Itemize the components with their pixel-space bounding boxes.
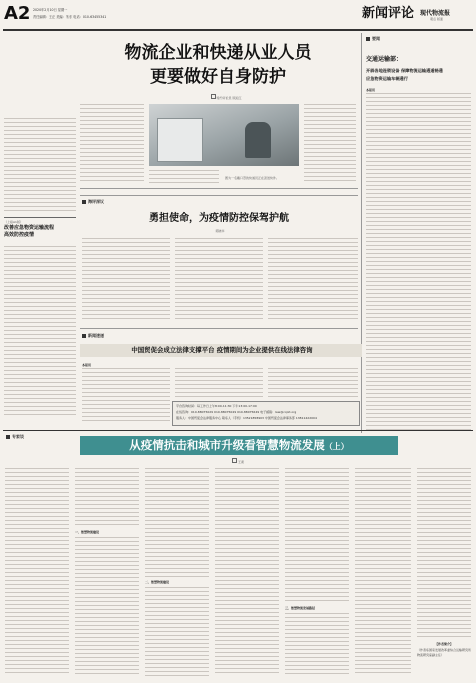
bottom-col-3b bbox=[145, 587, 209, 676]
third-col-2 bbox=[175, 368, 263, 398]
left-column-text-2 bbox=[4, 246, 76, 416]
square-icon bbox=[82, 334, 86, 338]
left-column-text-1 bbox=[4, 118, 76, 213]
bottom-sub-2: 二、智慧物流建设 bbox=[145, 580, 170, 584]
second-byline: 郭晓华 bbox=[215, 229, 225, 233]
main-col-2 bbox=[149, 170, 219, 184]
author-note: （作者系国家发展改革委综合运输研究所物流研究室副主任） bbox=[417, 648, 471, 657]
bottom-sub-1: 一、智慧物流建设 bbox=[75, 530, 100, 534]
main-title-line1: 物流企业和快递从业人员 bbox=[124, 43, 312, 63]
bottom-sub-3: 三、智慧物流发展路径 bbox=[285, 606, 316, 610]
main-col-1 bbox=[80, 104, 144, 182]
author-icon bbox=[211, 94, 216, 99]
editor-line: 责任编辑：王正 美编：朱东 电话：010-63455341 bbox=[33, 15, 107, 19]
square-icon bbox=[6, 435, 10, 439]
bottom-col-2a bbox=[75, 468, 139, 528]
bottom-col-4 bbox=[215, 468, 279, 676]
third-lead: 本报讯 bbox=[82, 363, 92, 367]
page-number: A2 bbox=[4, 3, 31, 24]
main-photo bbox=[149, 104, 299, 166]
third-title: 中国贸促会成立法律支撑平台 疫情期间为企业提供在线法律咨询 bbox=[131, 346, 313, 354]
left-box-kicker: （上接A1版） bbox=[4, 220, 23, 224]
bottom-col-5a bbox=[285, 468, 349, 604]
side-text bbox=[366, 93, 471, 433]
info-hours: 平台咨询时间：每工作日上午8:00-11:30 下午13:00-17:00 bbox=[176, 404, 257, 408]
third-top-rule bbox=[80, 328, 358, 329]
second-col-2 bbox=[175, 238, 263, 320]
second-col-3 bbox=[268, 238, 358, 320]
side-lead: 本报讯 bbox=[366, 88, 376, 92]
bottom-col-2b bbox=[75, 537, 139, 676]
info-staff: 服务人：中国贸促会法律服务中心 联系人（手机）13521858903 中国贸促会法律事务部 13811422004 bbox=[176, 416, 317, 420]
third-section-label: 新闻速递 bbox=[82, 333, 104, 339]
brand-logo: 现代物流报 bbox=[420, 10, 451, 17]
bottom-top-rule bbox=[3, 430, 473, 431]
second-section-label: 海评深议 bbox=[82, 199, 104, 205]
bottom-col-6 bbox=[355, 468, 411, 676]
truck-shape bbox=[157, 118, 203, 162]
bottom-section-label: 专家谈 bbox=[6, 434, 24, 440]
third-col-3 bbox=[268, 368, 358, 398]
bottom-col-1 bbox=[5, 468, 69, 676]
second-title: 勇担使命，为疫情防控保驾护航 bbox=[149, 213, 289, 224]
info-contact: 在线咨询：010-88075029 010-88075049 010-88075649 电子邮箱：law@ccpit.org bbox=[176, 410, 297, 414]
second-top-rule bbox=[80, 195, 358, 196]
main-title-line2: 更要做好自身防护 bbox=[150, 67, 286, 87]
second-col-1 bbox=[82, 238, 170, 320]
main-byline: 特约评论员 顾迎江 bbox=[176, 94, 276, 101]
third-info-box bbox=[172, 401, 360, 426]
author-note-label: 【作者简介】 bbox=[434, 642, 453, 646]
bottom-title-part: （上） bbox=[324, 442, 349, 451]
section-title: 新闻评论 bbox=[362, 6, 415, 21]
bottom-byline: 王素 bbox=[218, 458, 258, 465]
left-box-title-2: 高效防控疫情 bbox=[4, 232, 35, 238]
bottom-col-3a bbox=[145, 468, 209, 578]
main-col-3 bbox=[304, 104, 356, 184]
bottom-title bbox=[80, 437, 398, 455]
date-line: 2020年2月10日 星期一 bbox=[33, 8, 68, 12]
photo-caption: 图为一名戴口罩的快递员正在派送快件。 bbox=[225, 176, 280, 180]
side-subtitle-2: 应急物资运输车辆通行 bbox=[366, 76, 408, 81]
page-label: 观点 版面 bbox=[430, 17, 443, 21]
square-icon bbox=[82, 200, 86, 204]
side-section-label: 要闻 bbox=[366, 36, 380, 42]
square-icon bbox=[366, 37, 370, 41]
courier-figure bbox=[245, 122, 271, 158]
bottom-col-5b bbox=[285, 613, 349, 676]
side-column-divider bbox=[361, 33, 362, 433]
bottom-col-7 bbox=[417, 468, 471, 638]
side-subtitle-1: 开辟各地连锁设备 保障物流运输通道畅通 bbox=[366, 68, 443, 73]
side-title: 交通运输部： bbox=[366, 56, 403, 63]
third-col-1 bbox=[82, 368, 170, 422]
masthead-rule bbox=[3, 29, 473, 31]
author-icon bbox=[232, 458, 237, 463]
main-article-rule bbox=[80, 188, 358, 189]
bottom-title-main: 从疫情抗击和城市升级看智慧物流发展 bbox=[129, 438, 325, 452]
left-box bbox=[4, 217, 76, 244]
left-box-title-1: 改善应急物资运输流程 bbox=[4, 225, 55, 231]
